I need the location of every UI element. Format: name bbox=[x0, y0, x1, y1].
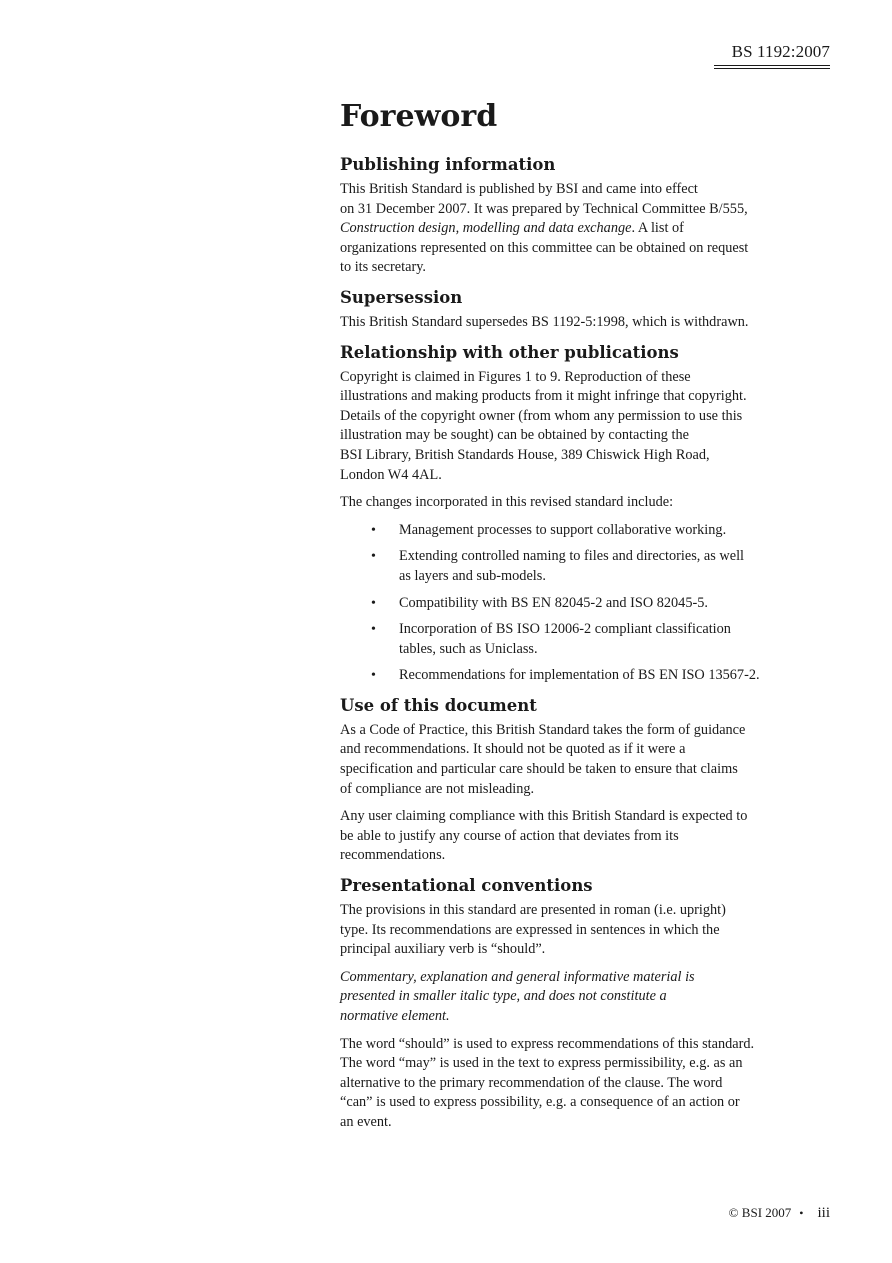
section-relationship bbox=[340, 342, 830, 686]
committee-name: Construction design, modelling and data exchange bbox=[340, 220, 632, 237]
section-heading: Supersession bbox=[340, 287, 463, 307]
section-supersession bbox=[340, 287, 830, 333]
text-line: illustration may be sought) can be obtained by contacting the bbox=[340, 427, 689, 444]
page-footer bbox=[640, 1205, 830, 1222]
section-heading: Relationship with other publications bbox=[340, 342, 679, 362]
list-item bbox=[340, 521, 830, 541]
text-line: principal auxiliary verb is “should”. bbox=[340, 941, 546, 958]
text-line: This British Standard is published by BSI and came into effect bbox=[340, 181, 698, 197]
text-line: on 31 December 2007. It was prepared by Technical Committee B/555, bbox=[340, 200, 748, 217]
text-line: Compatibility with BS EN 82045-2 and ISO 82045-5. bbox=[399, 594, 708, 611]
text-line: presented in smaller italic type, and does not constitute a bbox=[340, 988, 667, 1005]
text-line: type. Its recommendations are expressed in sentences in which the bbox=[340, 921, 720, 938]
bullet-icon: • bbox=[371, 522, 376, 538]
list-item bbox=[340, 620, 830, 659]
text-line: organizations represented on this committee can be obtained on request bbox=[340, 239, 749, 256]
text-line: Details of the copyright owner (from whom any permission to use this bbox=[340, 407, 743, 424]
text-line: London W4 4AL. bbox=[340, 466, 442, 483]
text-line: Incorporation of BS ISO 12006-2 compliant classification bbox=[399, 621, 731, 638]
bullet-icon: • bbox=[371, 622, 376, 638]
paragraph bbox=[340, 901, 830, 960]
section-conventions bbox=[340, 875, 830, 1133]
text-line: normative element. bbox=[340, 1008, 450, 1024]
footer-separator: • bbox=[799, 1206, 804, 1220]
text-line: an event. bbox=[340, 1113, 392, 1130]
text-line: as layers and sub-models. bbox=[399, 567, 546, 584]
text-line: Extending controlled naming to files and directories, as well bbox=[399, 548, 745, 565]
page-content bbox=[340, 98, 830, 1142]
paragraph bbox=[340, 368, 830, 486]
text-line: As a Code of Practice, this British Standard takes the form of guidance bbox=[340, 721, 746, 738]
section-heading: Use of this document bbox=[340, 695, 537, 715]
copyright-notice: © BSI 2007 bbox=[728, 1205, 792, 1220]
text-line: tables, such as Uniclass. bbox=[399, 640, 538, 657]
paragraph bbox=[340, 180, 830, 278]
text-line: Any user claiming compliance with this British Standard is expected to bbox=[340, 808, 748, 825]
running-header bbox=[714, 42, 830, 69]
header-rule-double bbox=[714, 68, 830, 69]
bullet-icon: • bbox=[371, 549, 376, 565]
list-item bbox=[340, 547, 830, 586]
text-line: The word “may” is used in the text to express permissibility, e.g. as an bbox=[340, 1055, 743, 1072]
text-line: illustrations and making products from it might infringe that copyright. bbox=[340, 388, 747, 405]
paragraph: The changes incorporated in this revised standard include: bbox=[340, 494, 674, 511]
text-line: . A list of bbox=[631, 220, 684, 237]
text-line: specification and particular care should be taken to ensure that claims bbox=[340, 761, 738, 778]
text-line: and recommendations. It should not be quoted as if it were a bbox=[340, 741, 686, 758]
page-number: iii bbox=[817, 1205, 830, 1221]
list-item bbox=[340, 666, 830, 686]
page-title: Foreword bbox=[340, 99, 498, 134]
text-line: The provisions in this standard are presented in roman (i.e. upright) bbox=[340, 902, 726, 919]
changes-list bbox=[340, 521, 830, 686]
text-line: to its secretary. bbox=[340, 259, 427, 276]
commentary-paragraph bbox=[340, 968, 830, 1027]
text-line: Management processes to support collaborative working. bbox=[399, 521, 727, 538]
text-line: BSI Library, British Standards House, 389 Chiswick High Road, bbox=[340, 446, 710, 463]
section-heading: Publishing information bbox=[340, 155, 556, 174]
paragraph bbox=[340, 1035, 830, 1133]
standard-number: BS 1192:2007 bbox=[731, 42, 830, 61]
section-publishing bbox=[340, 154, 830, 278]
text-line: Commentary, explanation and general informative material is bbox=[340, 968, 695, 985]
text-line: be able to justify any course of action that deviates from its bbox=[340, 827, 679, 844]
bullet-icon: • bbox=[371, 595, 376, 611]
section-heading: Presentational conventions bbox=[340, 876, 593, 896]
bullet-icon: • bbox=[371, 668, 376, 684]
paragraph bbox=[340, 807, 830, 866]
text-line: The word “should” is used to express recommendations of this standard. bbox=[340, 1035, 755, 1052]
header-rule bbox=[714, 65, 830, 66]
list-item bbox=[340, 594, 830, 614]
text-line: “can” is used to express possibility, e.g. a consequence of an action or bbox=[340, 1094, 740, 1111]
text-line: Recommendations for implementation of BS EN ISO 13567-2. bbox=[399, 667, 760, 684]
text-line: of compliance are not misleading. bbox=[340, 780, 535, 797]
section-use bbox=[340, 695, 830, 866]
text-line: recommendations. bbox=[340, 847, 446, 864]
paragraph bbox=[340, 721, 830, 799]
text-line: alternative to the primary recommendation of the clause. The word bbox=[340, 1074, 723, 1091]
text-line: Copyright is claimed in Figures 1 to 9. Reproduction of these bbox=[340, 368, 691, 385]
paragraph: This British Standard supersedes BS 1192-5:1998, which is withdrawn. bbox=[340, 313, 749, 330]
